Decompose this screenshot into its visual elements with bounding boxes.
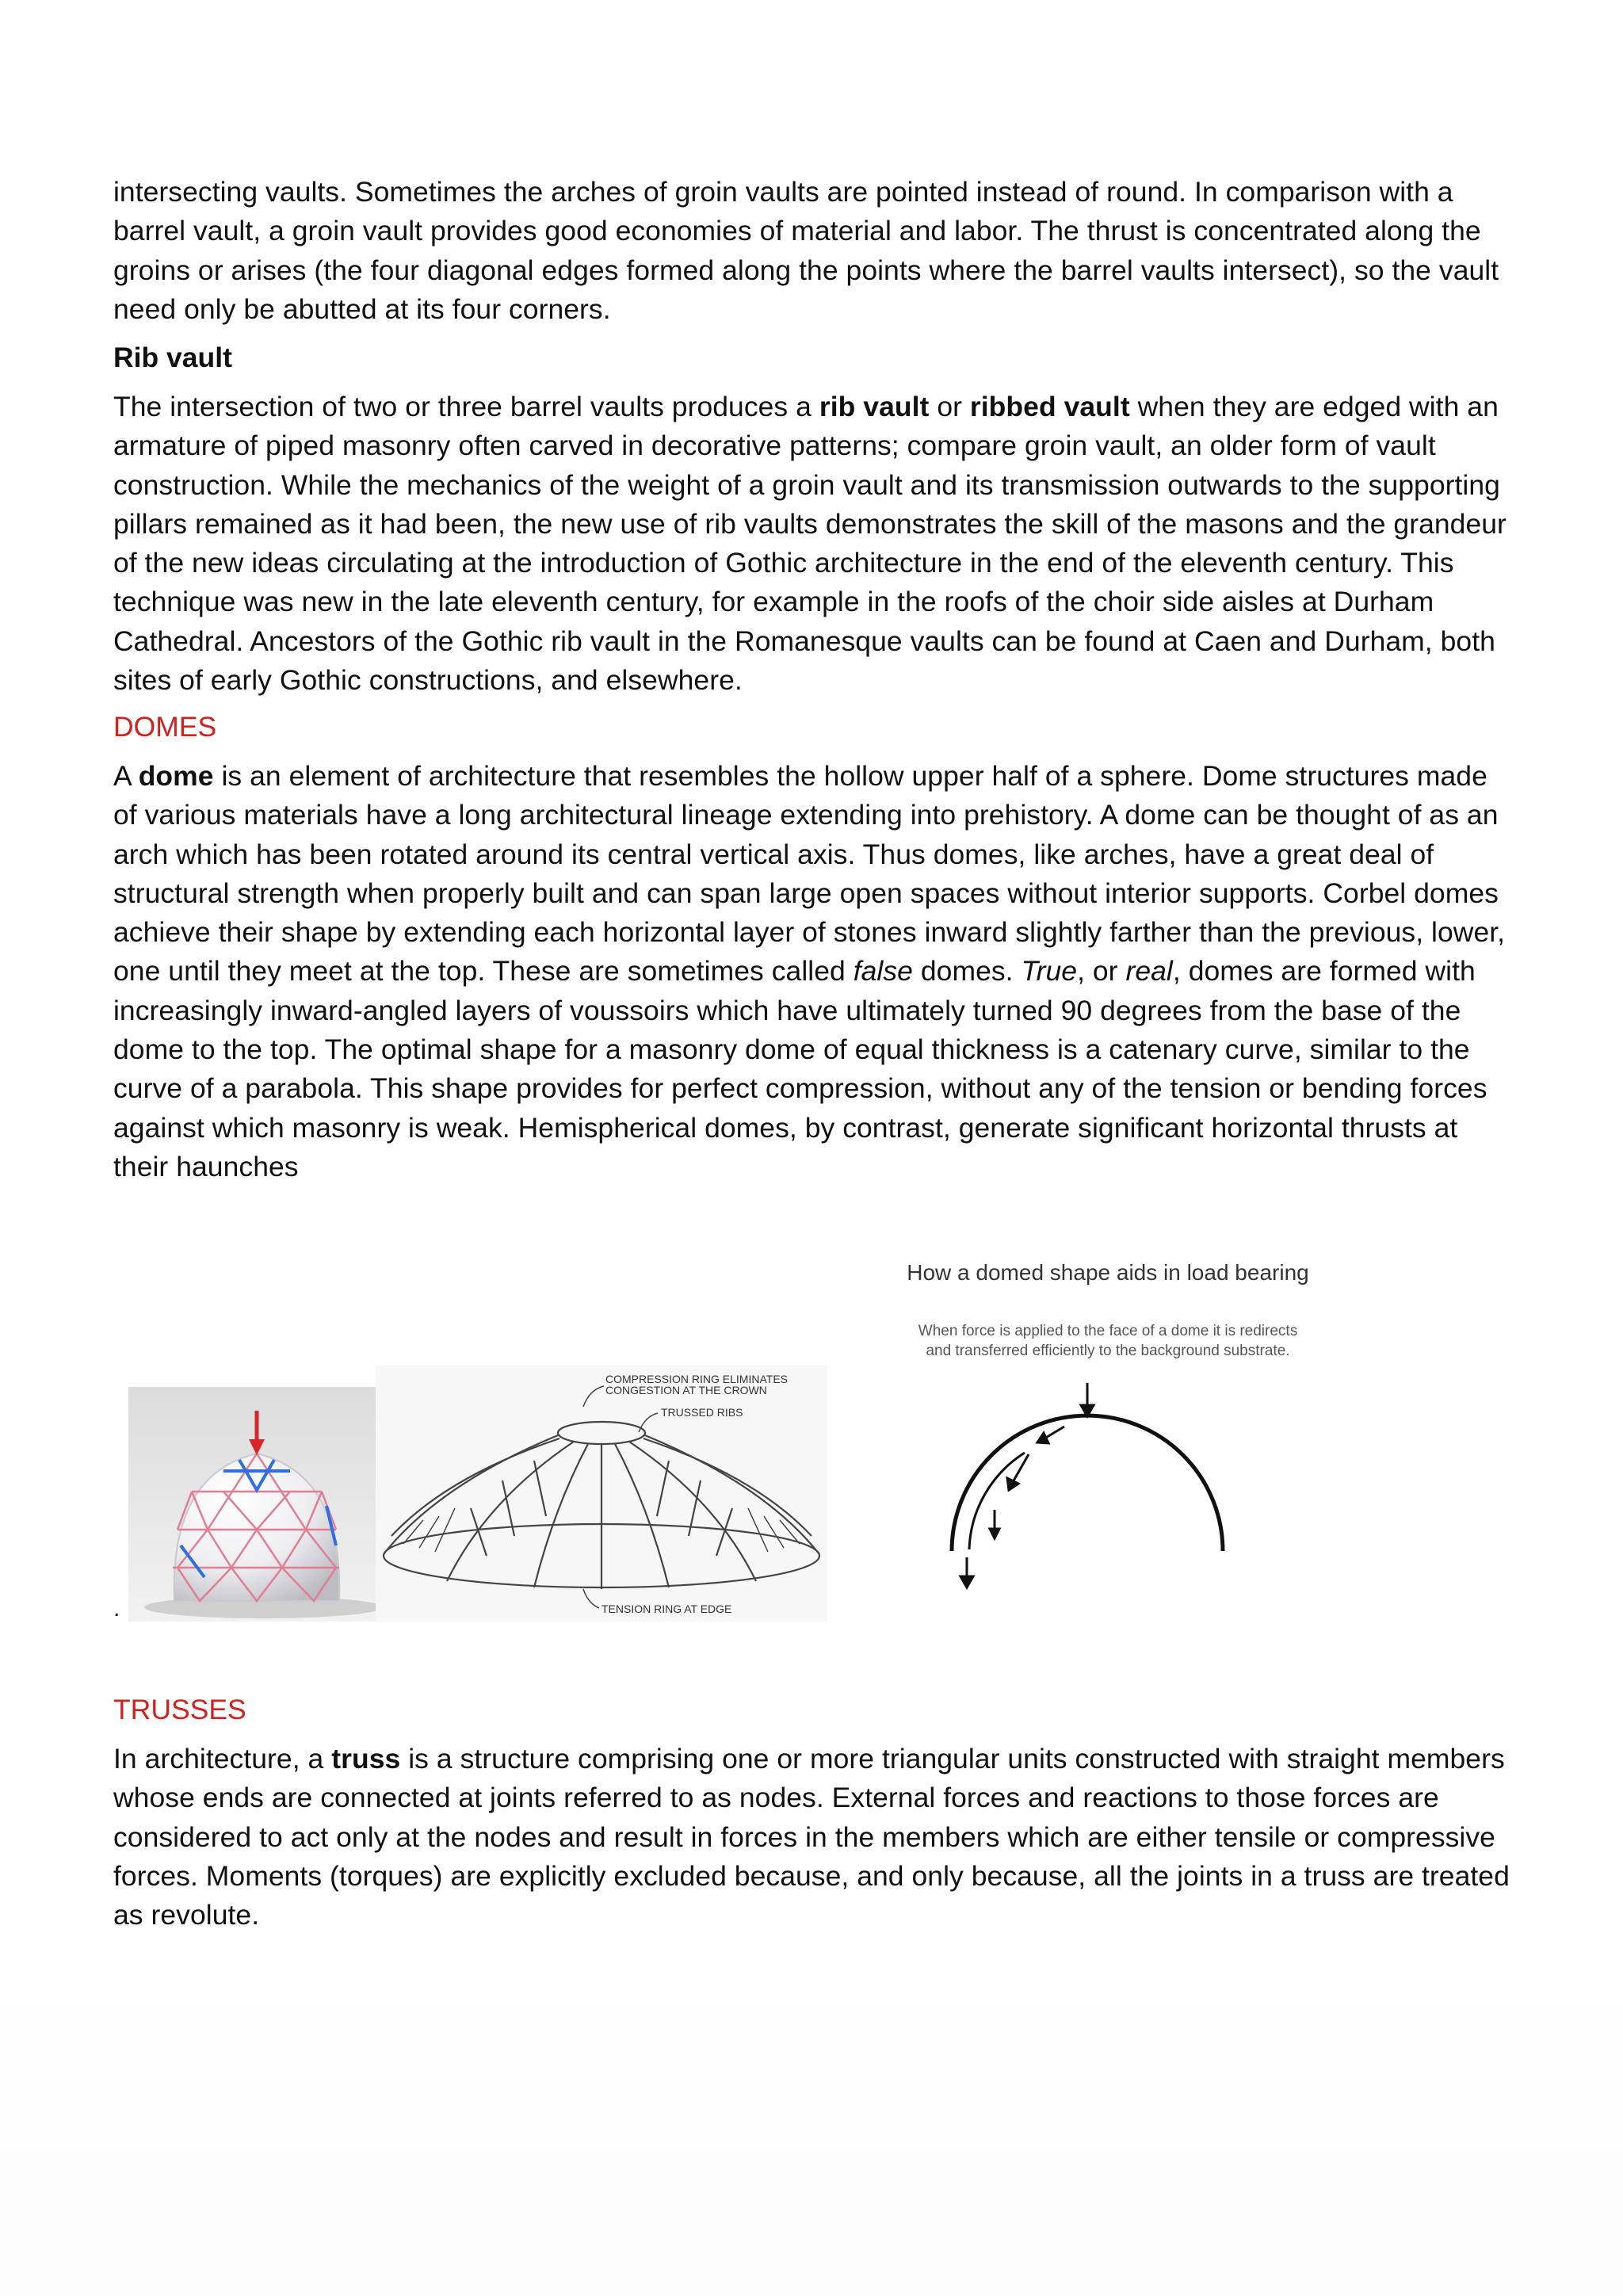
rib-term-1: rib vault	[819, 391, 930, 422]
sketch-lines	[384, 1422, 819, 1589]
domes-heading: DOMES	[113, 711, 217, 743]
trusses-heading-block	[113, 1690, 1512, 1729]
groin-vault-paragraph	[113, 173, 1512, 329]
geodesic-dome-drawing	[128, 1387, 376, 1622]
domes-heading-block	[113, 708, 1512, 747]
domes-paragraph	[113, 757, 1512, 1186]
domes-term-false: false	[853, 955, 913, 988]
trusses-text-2: is a structure comprising one or more triangular units constructed with straight members whose ends are connected at joints referred to as nodes. External forces and reactions to those forces are considered to act only at the nodes and result in forces in the members which are either tensile or compressive forces. Moments (torques) are explicitly excluded because, and only because, all the joints in a truss are treated as revolute.	[113, 1743, 1510, 1931]
rib-text-1: The intersection of two or three barrel vaults produces a	[113, 391, 819, 422]
diagram-caption-line2: and transferred efficiently to the background substrate.	[926, 1343, 1290, 1359]
diagram-title: How a domed shape aids in load bearing	[907, 1260, 1309, 1285]
rib-text-2: or	[929, 391, 970, 422]
sketch-leaders	[583, 1386, 658, 1608]
geodesic-dome-image	[128, 1387, 376, 1622]
compression-label-line2: CONGESTION AT THE CROWN	[605, 1384, 767, 1396]
domes-text-3: domes.	[912, 955, 1022, 988]
trusses-text	[113, 1740, 1512, 1935]
diagram-arrows	[960, 1383, 1094, 1587]
domes-text-5: , domes are formed with increasingly inward-angled layers of voussoirs which have ultimately turned 90 degrees from the base of the dome to the top. The optimal shape for a masonry dome of equal thickness is a catenary curve, similar to the curve of a parabola. This shape provides for perfect compression, without any of the tension or bending forces against which masonry is weak. Hemispherical domes, by contrast, generate significant horizontal thrusts at their haunches	[113, 955, 1487, 1182]
groin-text: intersecting vaults. Sometimes the arches of groin vaults are pointed instead of round. In comparison with a barrel vault, a groin vault provides good economies of material and labor. The thrust is concentrated along the groins or arises (the four diagonal edges formed along the points where the barrel vaults intersect), so the vault need only be abutted at its four corners.	[113, 176, 1499, 325]
compression-label-line1: COMPRESSION RING ELIMINATES	[605, 1373, 788, 1385]
rib-vault-heading: Rib vault	[113, 342, 232, 373]
load-bearing-drawing	[850, 1248, 1365, 1621]
domes-term-true: True	[1021, 955, 1078, 988]
page-bottom-area	[0, 1966, 1623, 2296]
load-bearing-diagram	[850, 1248, 1365, 1621]
trusses-heading: TRUSSES	[113, 1694, 246, 1725]
rib-vault-heading-block	[113, 338, 1512, 377]
trusses-text-1: In architecture, a	[113, 1743, 332, 1775]
domes-text	[113, 757, 1512, 1186]
trussed-ribs-label: TRUSSED RIBS	[661, 1406, 743, 1419]
rib-term-2: ribbed vault	[969, 391, 1130, 422]
trussed-dome-drawing	[376, 1366, 827, 1622]
domes-text-4: , or	[1077, 955, 1126, 988]
rib-text	[113, 388, 1512, 700]
dome-figure	[113, 1248, 1381, 1629]
domes-text-2: is an element of architecture that resembles the hollow upper half of a sphere. Dome structures made of various materials have a long architectural lineage extending into prehistory. A dome can be thought of as an arch which has been rotated around its central vertical axis. Thus domes, like arches, have a great deal of structural strength when properly built and can span large open spaces without interior supports. Corbel domes achieve their shape by extending each horizontal layer of stones inward slightly farther than the previous, lower, one until they meet at the top. These are sometimes called	[113, 760, 1506, 988]
figure-bullet: .	[113, 1595, 120, 1622]
domes-term-real: real	[1125, 955, 1173, 988]
trussed-dome-sketch	[376, 1366, 827, 1622]
diagram-caption-line1: When force is applied to the face of a dome it is redirects	[918, 1323, 1298, 1339]
rib-text-3: when they are edged with an armature of piped masonry often carved in decorative patterns; compare groin vault, an older form of vault construction. While the mechanics of the weight of a groin vault and its transmission outwards to the supporting pillars remained as it had been, the new use of rib vaults demonstrates the skill of the masons and the grandeur of the new ideas circulating at the introduction of Gothic architecture in the end of the eleventh century. This technique was new in the late eleventh century, for example in the roofs of the choir side aisles at Durham Cathedral. Ancestors of the Gothic rib vault in the Romanesque vaults can be found at Caen and Durham, both sites of early Gothic constructions, and elsewhere.	[113, 391, 1507, 697]
rib-vault-paragraph	[113, 388, 1512, 700]
domes-term-dome: dome	[138, 760, 214, 792]
trusses-paragraph	[113, 1740, 1512, 1935]
trusses-term-truss: truss	[331, 1743, 401, 1775]
tension-ring-label: TENSION RING AT EDGE	[601, 1603, 732, 1615]
domes-text-1: A	[113, 760, 139, 792]
